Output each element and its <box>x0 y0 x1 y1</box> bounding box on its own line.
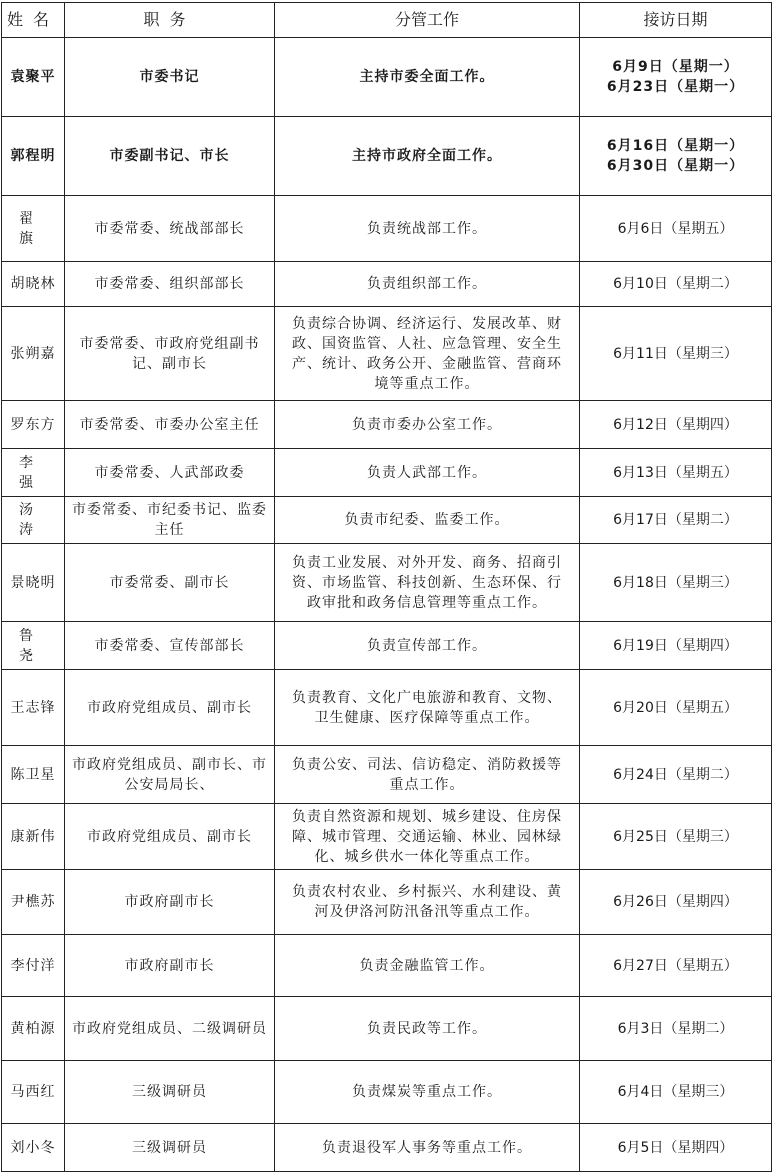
cell-date: 6月19日（星期四） <box>580 622 772 670</box>
table-row <box>2 804 772 870</box>
cell-date: 6月24日（星期二） <box>580 746 772 804</box>
cell-name: 尹樵苏 <box>2 870 65 935</box>
cell-duties: 负责综合协调、经济运行、发展改革、财政、国资监管、人社、应急管理、安全生产、统计、政务公开、金融监管、营商环境等重点工作。 <box>275 307 580 401</box>
cell-duties: 负责市纪委、监委工作。 <box>275 497 580 544</box>
cell-duties: 负责工业发展、对外开发、商务、招商引资、市场监管、科技创新、生态环保、行政审批和政务信息管理等重点工作。 <box>275 544 580 622</box>
cell-duties: 主持市政府全面工作。 <box>275 117 580 196</box>
cell-position: 市委常委、统战部部长 <box>65 196 275 262</box>
cell-date: 6月18日（星期三） <box>580 544 772 622</box>
header-name: 姓名 <box>2 3 65 38</box>
cell-duties: 主持市委全面工作。 <box>275 38 580 117</box>
cell-duties: 负责统战部工作。 <box>275 196 580 262</box>
cell-date: 6月25日（星期三） <box>580 804 772 870</box>
cell-name: 黄柏源 <box>2 997 65 1061</box>
cell-duties: 负责教育、文化广电旅游和教育、文物、卫生健康、医疗保障等重点工作。 <box>275 670 580 746</box>
table-row <box>2 307 772 401</box>
header-date: 接访日期 <box>580 3 772 38</box>
cell-date: 6月20日（星期五） <box>580 670 772 746</box>
cell-position: 三级调研员 <box>65 1124 275 1172</box>
cell-duties: 负责煤炭等重点工作。 <box>275 1061 580 1124</box>
cell-date: 6月5日（星期四） <box>580 1124 772 1172</box>
cell-duties: 负责退役军人事务等重点工作。 <box>275 1124 580 1172</box>
header-duties: 分管工作 <box>275 3 580 38</box>
cell-duties: 负责民政等工作。 <box>275 997 580 1061</box>
cell-date: 6月12日（星期四） <box>580 401 772 449</box>
cell-date: 6月27日（星期五） <box>580 935 772 997</box>
cell-duties: 负责自然资源和规划、城乡建设、住房保障、城市管理、交通运输、林业、园林绿化、城乡供水一体化等重点工作。 <box>275 804 580 870</box>
cell-date: 6月17日（星期二） <box>580 497 772 544</box>
cell-position: 市委书记 <box>65 38 275 117</box>
cell-name: 王志锋 <box>2 670 65 746</box>
cell-position: 市政府副市长 <box>65 870 275 935</box>
cell-name: 鲁尧 <box>2 622 65 670</box>
table-row <box>2 38 772 117</box>
cell-name: 袁聚平 <box>2 38 65 117</box>
table-row <box>2 670 772 746</box>
table-row <box>2 997 772 1061</box>
table-row <box>2 401 772 449</box>
cell-position: 市委常委、组织部部长 <box>65 262 275 307</box>
cell-date: 6月11日（星期三） <box>580 307 772 401</box>
table-row <box>2 1061 772 1124</box>
cell-name: 景晓明 <box>2 544 65 622</box>
cell-duties: 负责市委办公室工作。 <box>275 401 580 449</box>
table-row <box>2 262 772 307</box>
cell-position: 市委常委、市纪委书记、监委主任 <box>65 497 275 544</box>
table-row <box>2 1124 772 1172</box>
cell-name: 刘小冬 <box>2 1124 65 1172</box>
cell-date: 6月13日（星期五） <box>580 449 772 497</box>
cell-position: 市政府党组成员、副市长、市公安局局长、 <box>65 746 275 804</box>
cell-name: 郭程明 <box>2 117 65 196</box>
cell-name: 胡晓林 <box>2 262 65 307</box>
cell-duties: 负责公安、司法、信访稳定、消防救援等重点工作。 <box>275 746 580 804</box>
date-line: 6月30日（星期一） <box>606 158 745 174</box>
cell-name: 汤涛 <box>2 497 65 544</box>
cell-date <box>580 117 772 196</box>
date-line: 6月9日（星期一） <box>612 59 739 75</box>
cell-position: 市政府党组成员、副市长 <box>65 804 275 870</box>
cell-date: 6月6日（星期五） <box>580 196 772 262</box>
reception-schedule-table <box>1 2 772 1172</box>
cell-date: 6月26日（星期四） <box>580 870 772 935</box>
cell-position: 市委常委、人武部政委 <box>65 449 275 497</box>
table-row <box>2 449 772 497</box>
cell-position: 三级调研员 <box>65 1061 275 1124</box>
table-row <box>2 935 772 997</box>
date-line: 6月16日（星期一） <box>606 138 745 154</box>
cell-position: 市政府党组成员、副市长 <box>65 670 275 746</box>
cell-name: 李付洋 <box>2 935 65 997</box>
table-row <box>2 497 772 544</box>
table-row <box>2 544 772 622</box>
table-row <box>2 870 772 935</box>
table-row <box>2 196 772 262</box>
cell-name: 陈卫星 <box>2 746 65 804</box>
cell-name: 张朔嘉 <box>2 307 65 401</box>
cell-position: 市委常委、副市长 <box>65 544 275 622</box>
cell-duties: 负责宣传部工作。 <box>275 622 580 670</box>
cell-position: 市委副书记、市长 <box>65 117 275 196</box>
table-row <box>2 622 772 670</box>
cell-duties: 负责人武部工作。 <box>275 449 580 497</box>
cell-position: 市委常委、市委办公室主任 <box>65 401 275 449</box>
cell-name: 马西红 <box>2 1061 65 1124</box>
cell-date: 6月10日（星期二） <box>580 262 772 307</box>
date-line: 6月23日（星期一） <box>606 79 745 95</box>
cell-date: 6月4日（星期三） <box>580 1061 772 1124</box>
cell-duties: 负责农村农业、乡村振兴、水利建设、黄河及伊洛河防汛备汛等重点工作。 <box>275 870 580 935</box>
table-row <box>2 117 772 196</box>
cell-name: 罗东方 <box>2 401 65 449</box>
cell-name: 康新伟 <box>2 804 65 870</box>
cell-date: 6月3日（星期二） <box>580 997 772 1061</box>
cell-position: 市政府副市长 <box>65 935 275 997</box>
cell-duties: 负责组织部工作。 <box>275 262 580 307</box>
header-position: 职务 <box>65 3 275 38</box>
cell-name: 翟旗 <box>2 196 65 262</box>
table-header-row <box>2 3 772 38</box>
table-row <box>2 746 772 804</box>
cell-duties: 负责金融监管工作。 <box>275 935 580 997</box>
cell-date <box>580 38 772 117</box>
cell-name: 李强 <box>2 449 65 497</box>
cell-position: 市委常委、宣传部部长 <box>65 622 275 670</box>
cell-position: 市政府党组成员、二级调研员 <box>65 997 275 1061</box>
cell-position: 市委常委、市政府党组副书记、副市长 <box>65 307 275 401</box>
